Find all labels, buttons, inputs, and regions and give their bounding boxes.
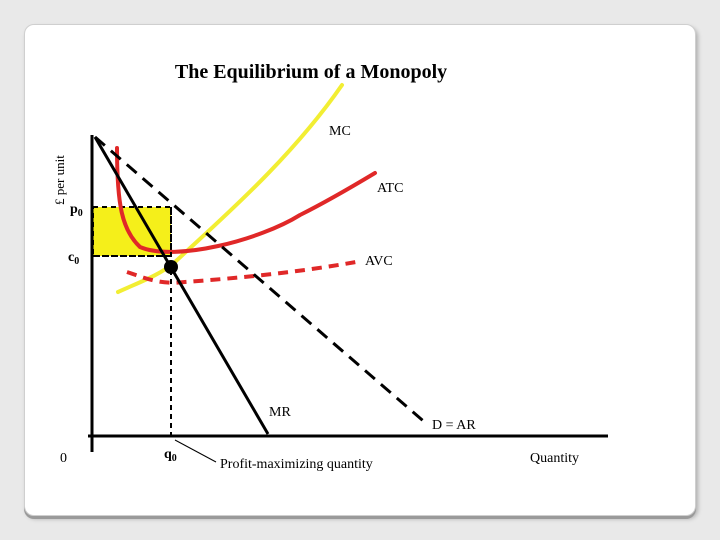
mr-curve: [95, 137, 268, 434]
mr-label: MR: [269, 405, 291, 420]
mc-label: MC: [329, 124, 351, 139]
y-axis-label: £ per unit: [52, 155, 67, 205]
origin-label: 0: [60, 451, 67, 466]
cost-letter: c: [68, 250, 75, 265]
atc-label: ATC: [377, 181, 404, 196]
annotation-pointer: [175, 440, 216, 462]
price-label: [70, 202, 83, 219]
avc-label: AVC: [365, 254, 393, 269]
price-letter: p: [70, 202, 78, 217]
equilibrium-point: [164, 260, 178, 274]
quantity-label: [164, 447, 177, 464]
price-subscript: 0: [77, 208, 83, 219]
demand-label: D = AR: [432, 418, 476, 433]
mc-curve: [118, 85, 342, 292]
cost-label: [68, 250, 79, 267]
quantity-letter: q: [164, 447, 172, 462]
cost-subscript: 0: [74, 256, 80, 267]
annotation-label: Profit-maximizing quantity: [220, 457, 373, 472]
quantity-subscript: 0: [171, 453, 177, 464]
chart-title: The Equilibrium of a Monopoly: [174, 61, 448, 83]
x-axis-label: Quantity: [530, 451, 579, 466]
